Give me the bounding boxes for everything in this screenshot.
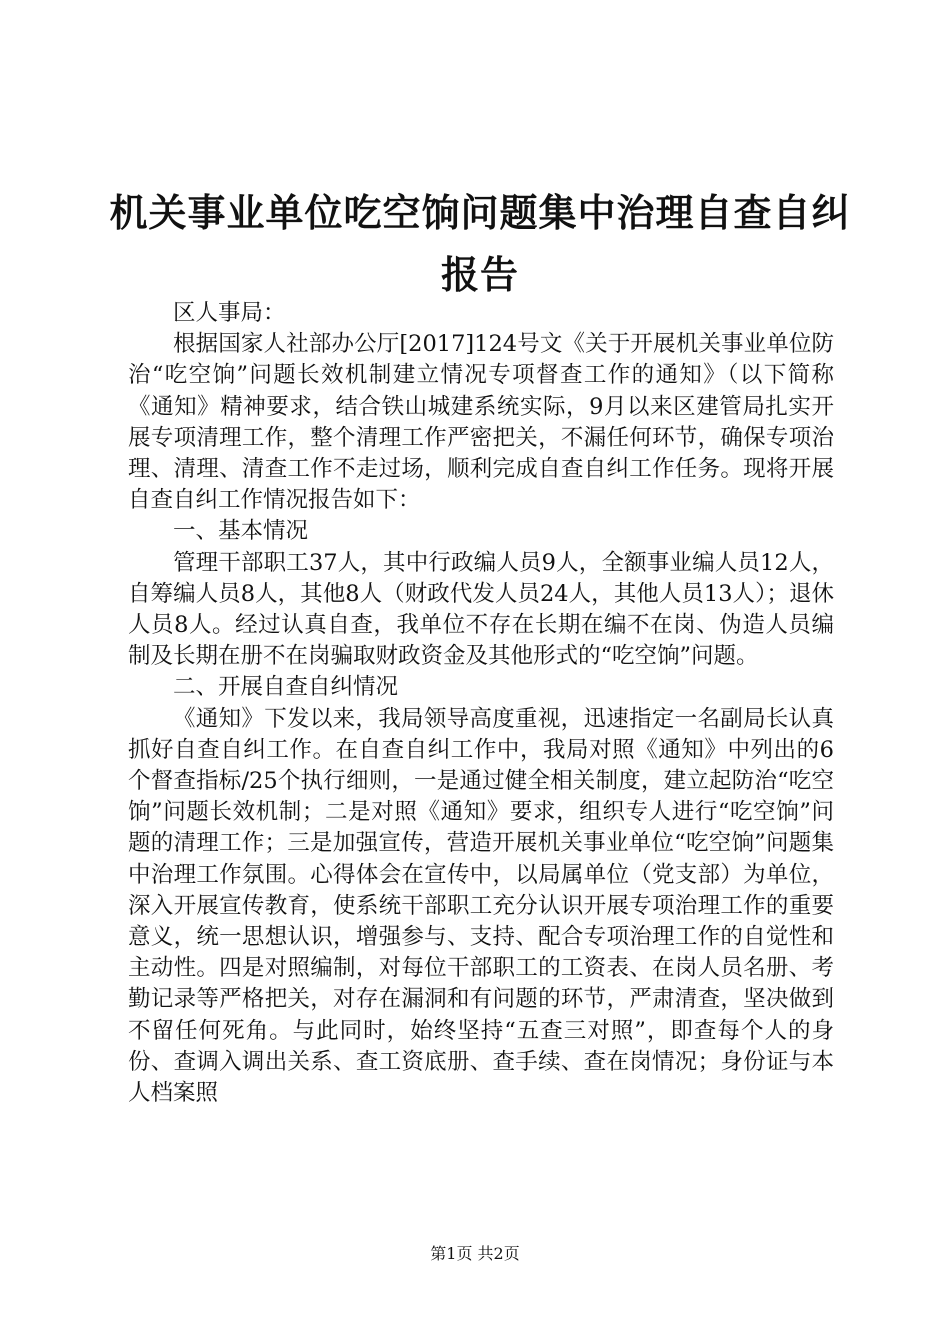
section-heading-selfcheck: 二、开展自查自纠情况 xyxy=(173,674,399,701)
paragraph-intro: 根据国家人社部办公厅[2017]124号文《关于开展机关事业单位防治“吃空饷”问题长效机制建立情况专项督查工作的通知》（以下简称《通知》精神要求，结合铁山城建系统实际，9月以来区建管局扎实开展专项清理工作，整个清理工作严密把关，不漏任何环节，确保专项治理、清理、清查工作不走过场，顺利完成自查自纠工作任务。现将开展自查自纠工作情况报告如下： xyxy=(128,331,834,514)
paragraph-basic: 管理干部职工37人，其中行政编人员9人，全额事业编人员12人，自筹编人员8人，其他8人（财政代发人员24人，其他人员13人）；退休人员8人。经过认真自查，我单位不存在长期在编不在岗、伪造人员编制及长期在册不在岗骗取财政资金及其他形式的“吃空饷”问题。 xyxy=(128,549,834,670)
page-footer: 第1页 共2页 xyxy=(430,1244,520,1263)
paragraph-selfcheck: 《通知》下发以来，我局领导高度重视，迅速指定一名副局长认真抓好自查自纠工作。在自查自纠工作中，我局对照《通知》中列出的6个督查指标/25个执行细则，一是通过健全相关制度，建立起防治“吃空饷”问题长效机制；二是对照《通知》要求，组织专人进行“吃空饷”问题的清理工作；三是加强宣传，营造开展机关事业单位“吃空饷”问题集中治理工作氛围。心得体会在宣传中，以局属单位（党支部）为单位，深入开展宣传教育，使系统干部职工充分认识开展专项治理工作的重要意义，统一思想认识，增强参与、支持、配合专项治理工作的自觉性和主动性。四是对照编制，对每位干部职工的工资表、在岗人员名册、考勤记录等严格把关，对存在漏洞和有问题的环节，严肃清查，坚决做到不留任何死角。与此同时，始终坚持“五查三对照”，即查每个人的身份、查调入调出关系、查工资底册、查手续、查在岗情况；身份证与本人档案照 xyxy=(128,705,834,1107)
document-body xyxy=(128,298,834,1109)
salutation: 区人事局： xyxy=(173,300,286,326)
document-title: 机关事业单位吃空饷问题集中治理自查自纠报告 xyxy=(109,191,851,297)
section-heading-basic: 一、基本情况 xyxy=(173,518,309,545)
